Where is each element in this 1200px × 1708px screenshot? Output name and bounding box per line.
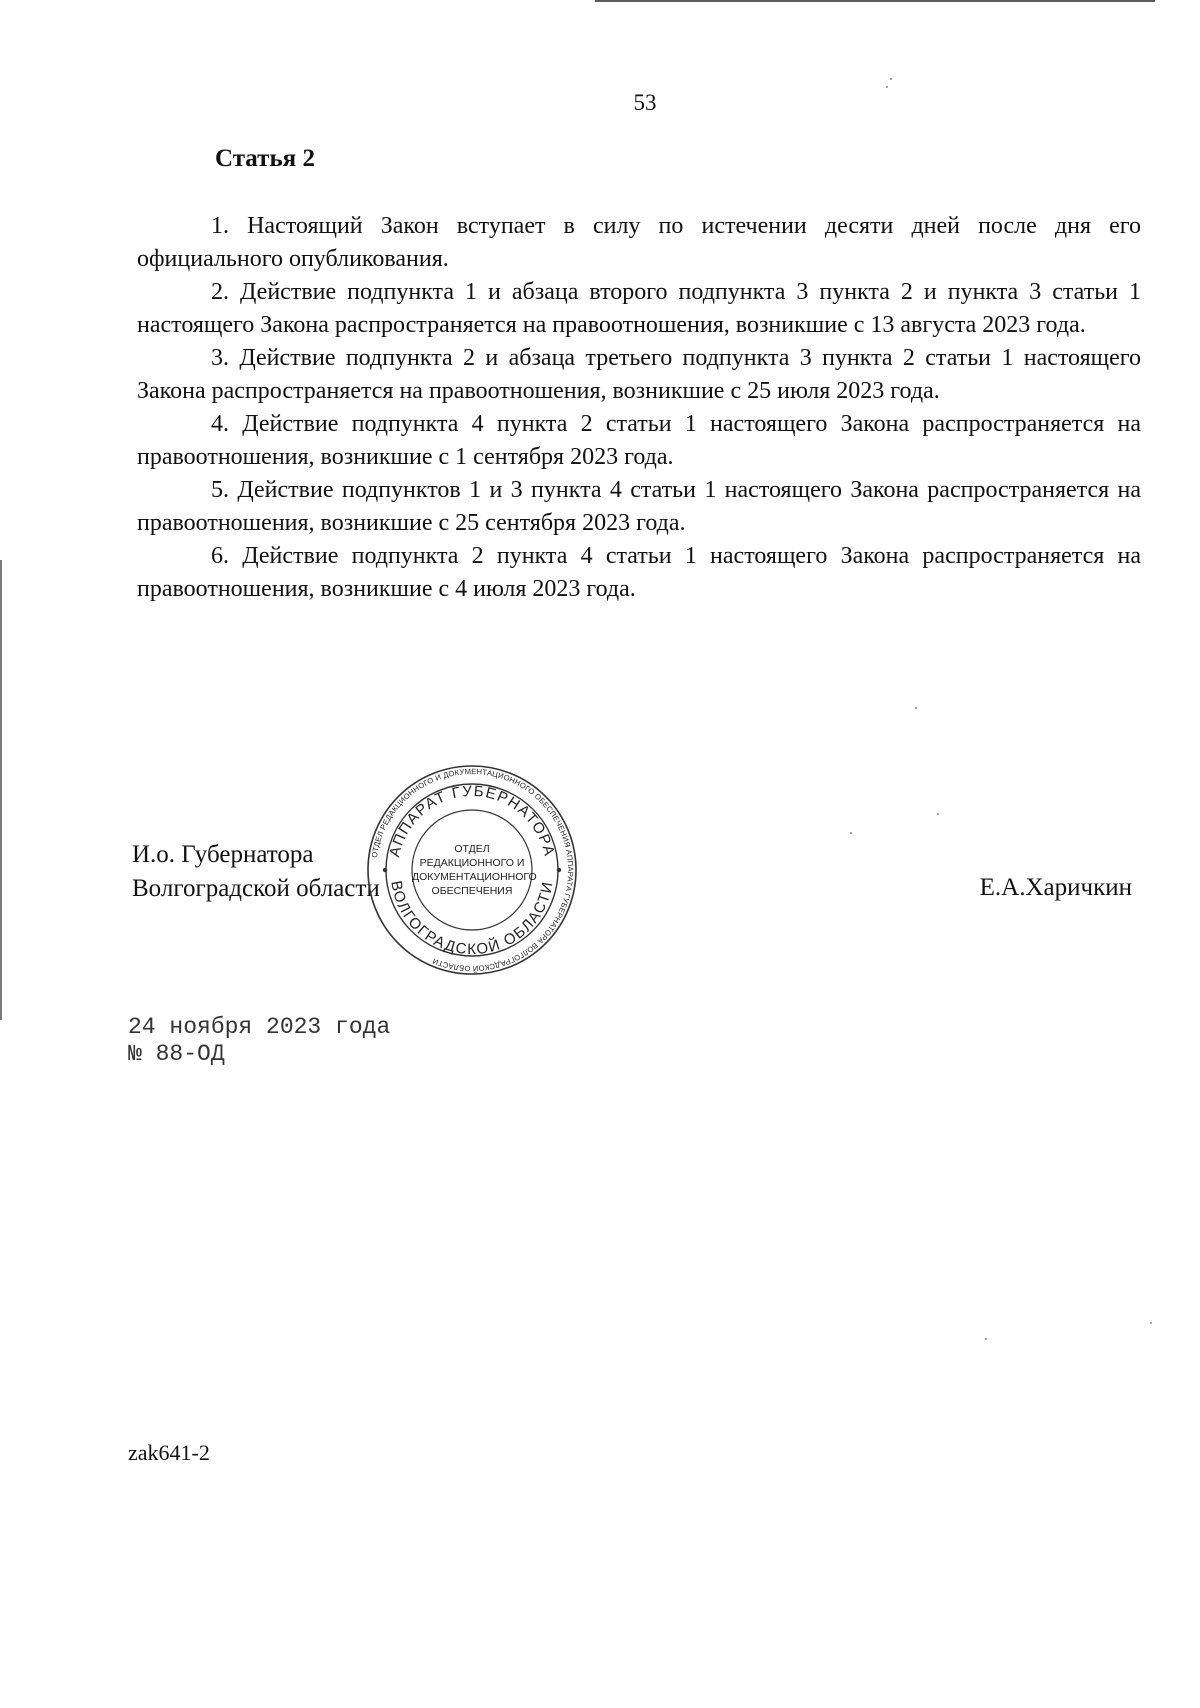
scan-speck [890,78,892,80]
seal-center-text [412,842,537,898]
paragraph-1: 1. Настоящий Закон вступает в силу по истечении десяти дней после дня его официального опубликования. [137,213,1141,272]
file-code: zak641-2 [128,1440,210,1465]
scan-edge-line [595,0,1155,2]
paragraph-3: 3. Действие подпункта 2 и абзаца третьего подпункта 3 пункта 2 статьи 1 настоящего Закона распространяется на правоотношения, возникшие с 25 июля 2023 года. [137,345,1141,404]
seal-bottom-text: ВОЛГОГРАДСКОЙ ОБЛАСТИ [387,879,557,959]
paragraph-2: 2. Действие подпункта 1 и абзаца второго подпункта 3 пункта 2 и пункта 3 статьи 1 настоящего Закона распространяется на правоотношения, возникшие с 13 августа 2023 года. [137,279,1141,338]
page-number: 53 [633,90,657,115]
seal-center-line: ДОКУМЕНТАЦИОННОГО [412,871,537,883]
official-seal [365,763,579,977]
scan-speck [850,832,852,834]
signatory-position-line: Волгоградской области [132,875,380,902]
law-details [128,1014,390,1068]
scan-speck [1150,1322,1152,1324]
paragraph-6: 6. Действие подпункта 2 пункта 4 статьи 1 настоящего Закона распространяется на правоотношения, возникшие с 4 июля 2023 года. [137,543,1141,602]
signatory-position [132,838,380,906]
scan-speck [937,813,939,815]
law-number: № 88-ОД [128,1041,225,1067]
paragraph-5: 5. Действие подпунктов 1 и 3 пункта 4 статьи 1 настоящего Закона распространяется на правоотношения, возникшие с 25 сентября 2023 года. [137,477,1141,536]
law-date: 24 ноября 2023 года [128,1014,391,1040]
seal-center-line: РЕДАКЦИОННОГО И [419,857,525,869]
seal-top-text: АППАРАТ ГУБЕРНАТОРА [386,782,558,859]
signatory-name: Е.А.Харичкин [979,874,1132,901]
scan-edge-line [0,560,2,1020]
paragraph-4: 4. Действие подпункта 4 пункта 2 статьи 1 настоящего Закона распространяется на правоотношения, возникшие с 1 сентября 2023 года. [137,411,1141,470]
scan-speck [985,1338,987,1340]
seal-center-line: ОТДЕЛ [454,843,490,855]
scan-speck [915,707,917,709]
seal-outer-text: ОТДЕЛ РЕДАКЦИОННОГО И ДОКУМЕНТАЦИОННОГО ОБЕСПЕЧЕНИЯ АППАРАТА ГУБЕРНАТОРА ВОЛГОГРАДСКОЙ ОБЛАСТИ [369,766,576,974]
signatory-position-line: И.о. Губернатора [132,841,314,868]
article-body [137,210,1141,606]
article-title: Статья 2 [215,145,315,172]
seal-center-line: ОБЕСПЕЧЕНИЯ [431,885,513,897]
scan-speck [886,86,888,88]
